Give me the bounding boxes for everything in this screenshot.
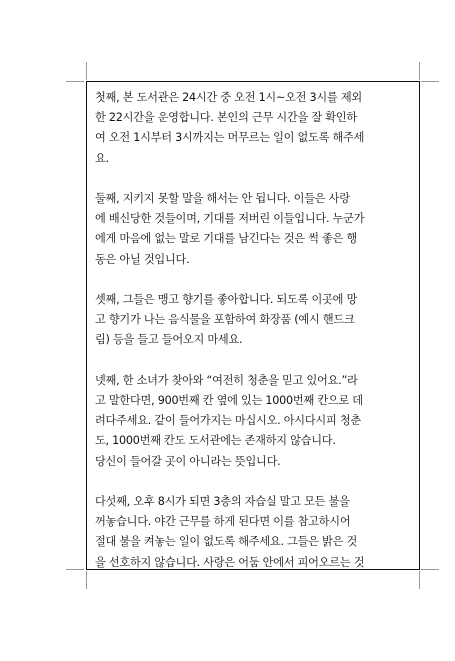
- corner-mark-top-left-h: [66, 81, 84, 82]
- text-line: 에게 마음에 없는 말로 기대를 남긴다는 것은 썩 좋은 행: [95, 232, 358, 246]
- corner-mark-bottom-right-v: [419, 571, 420, 589]
- paragraph-2: [95, 189, 415, 270]
- paragraph-gap: [95, 169, 415, 189]
- corner-mark-bottom-left-v: [86, 571, 87, 589]
- text-line: 당신이 들어갈 곳이 아니라는 뜻입니다.: [95, 454, 281, 468]
- text-line: 첫째, 본 도서관은 24시간 중 오전 1시~오전 3시를 제외: [95, 91, 362, 104]
- text-line: 한 22시간을 운영합니다. 본인의 근무 시간을 잘 확인하: [95, 111, 357, 125]
- paragraph-4: [95, 371, 415, 472]
- corner-mark-top-right-h: [421, 81, 439, 82]
- paragraph-5: [95, 492, 415, 570]
- text-line: 둘째, 지키지 못할 말을 해서는 안 됩니다. 이들은 사랑: [95, 192, 350, 205]
- text-line: 고 말한다면, 900번째 칸 옆에 있는 1000번째 칸으로 데: [95, 394, 363, 407]
- text-line: 넷째, 한 소녀가 찾아와 “여전히 청춘을 믿고 있어요.”라: [95, 373, 358, 387]
- corner-mark-top-right-v: [419, 62, 420, 80]
- paragraph-1: [95, 88, 415, 169]
- text-frame: [86, 81, 420, 570]
- text-line: 도, 1000번째 칸도 도서관에는 존재하지 않습니다.: [95, 434, 336, 448]
- text-line: 여 오전 1시부터 3시까지는 머무르는 일이 없도록 해주세: [95, 131, 365, 145]
- paragraph-gap: [95, 270, 415, 290]
- corner-mark-bottom-left-h: [66, 569, 84, 570]
- text-line: 에 배신당한 것들이며, 기대를 저버린 이들입니다. 누군가: [95, 212, 365, 226]
- text-line: 절대 불을 켜놓는 일이 없도록 해주세요. 그들은 밝은 것: [95, 535, 358, 549]
- text-line: 려다주세요. 같이 들어가지는 마십시오. 아시다시피 청춘: [95, 414, 361, 428]
- paragraph-3: [95, 290, 415, 351]
- text-line: 림) 등을 들고 들어오지 마세요.: [95, 333, 243, 347]
- text-line: 요.: [95, 151, 109, 165]
- text-line: 을 선호하지 않습니다. 사랑은 어둠 안에서 피어오르는 것: [95, 555, 365, 569]
- corner-mark-bottom-right-h: [421, 569, 439, 570]
- text-line: 고 향기가 나는 음식물을 포함하여 화장품 (예시 핸드크: [95, 313, 355, 327]
- corner-mark-top-left-v: [86, 62, 87, 80]
- paragraph-gap: [95, 472, 415, 492]
- text-line: 다섯째, 오후 8시가 되면 3층의 자습실 말고 모든 불을: [95, 495, 350, 508]
- text-line: 꺼놓습니다. 야간 근무를 하게 된다면 이를 참고하시어: [95, 515, 351, 529]
- text-line: 셋째, 그들은 맹고 향기를 좋아합니다. 되도록 이곳에 망: [95, 293, 358, 306]
- document-body: [95, 88, 415, 570]
- paragraph-gap: [95, 351, 415, 371]
- text-line: 동은 아닐 것입니다.: [95, 252, 190, 266]
